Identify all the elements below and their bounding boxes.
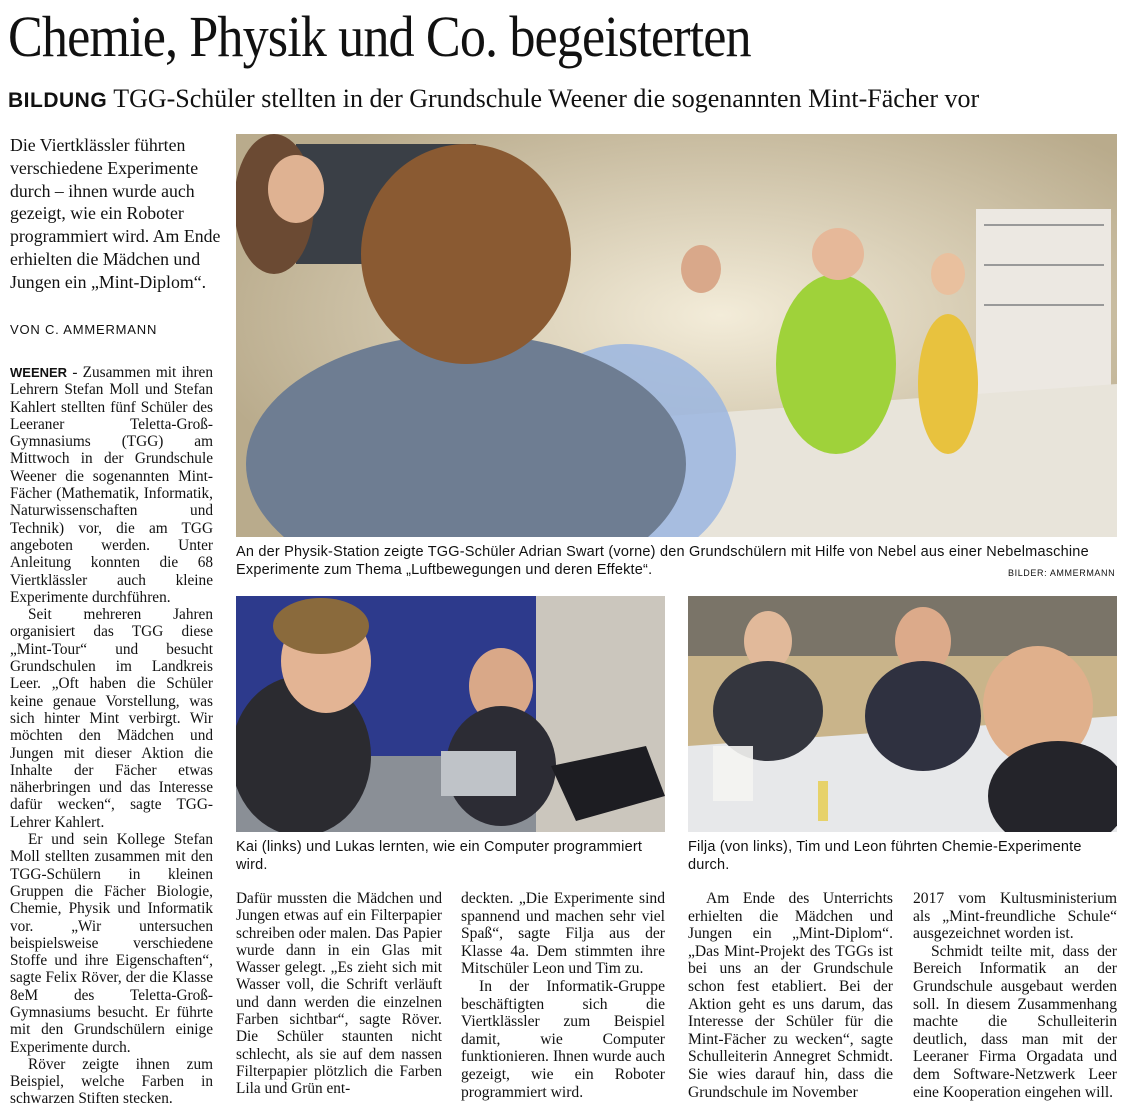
article-column-4 — [688, 890, 893, 1101]
paragraph-text: - Zusammen mit ihren Lehrern Stefan Moll und Stefan Kahlert stellten fünf Schüler des Leeraner Teletta-Groß-Gymnasiums (TGG) am Mittwoch in der Grundschule Weener die sogenannten Mint-Fächer (Mathematik, Informatik, Naturwissenschaften und Technik) vor, die am TGG angeboten werden. Unter Anleitung konnten die 68 Viertklässler auch kleine Experimente durchführen. — [10, 364, 213, 606]
article-column-5 — [913, 890, 1117, 1101]
paragraph — [10, 364, 213, 606]
main-photo-physics-station — [236, 134, 1117, 537]
paragraph: deckten. „Die Experimente sind spannend und machen sehr viel Spaß“, sagte Filja aus der Klasse 4a. Dem stimmten ihre Mitschüler Leon und Tim zu. — [461, 890, 665, 978]
right-photo-caption: Filja (von links), Tim und Leon führten Chemie-Experimente durch. — [688, 839, 1082, 873]
left-photo-caption: Kai (links) und Lukas lernten, wie ein Computer programmiert wird. — [236, 839, 643, 873]
paragraph: In der Informatik-Gruppe beschäftigten sich die Viertklässler zum Beispiel damit, wie Computer funktionieren. Ihnen wurde auch gezeigt, wie ein Roboter programmiert wird. — [461, 977, 665, 1101]
article-column-2 — [236, 890, 442, 1098]
paragraph: Er und sein Kollege Stefan Moll stellten zusammen mit den TGG-Schülern in kleinen Gruppen die Fächer Biologie, Chemie, Physik und Informatik vor. „Wir untersuchen beispielsweise verschiedene Stoffe und ihre Eigenschaften“, sagte Felix Röver, der die Klasse 8eM des Teletta-Groß-Gymnasiums besucht. Er führte mit den Grundschülern einige Experimente durch. — [10, 831, 213, 1056]
article-column-1 — [10, 364, 213, 1108]
photo-credit: BILDER: AMMERMANN — [1008, 568, 1116, 578]
article-column-3 — [461, 890, 665, 1101]
paragraph: Röver zeigte ihnen zum Beispiel, welche Farben in schwarzen Stiften stecken. — [10, 1055, 213, 1108]
photo-chemistry-experiments — [688, 596, 1117, 832]
main-photo-caption: An der Physik-Station zeigte TGG-Schüler Adrian Swart (vorne) den Grundschülern mit Hilfe von Nebel aus einer Nebelmaschine Experimente zum Thema „Luftbewegungen und deren Effekte“. — [236, 544, 1089, 578]
photo-robot-programming — [236, 596, 665, 832]
intro-text: Die Viertklässler führten verschiedene Experimente durch – ihnen wurde auch gezeigt, wie ein Roboter programmiert wird. Am Ende erhielten die Mädchen und Jungen ein „Mint-Diplom“. — [10, 135, 221, 292]
subhead-text: TGG-Schüler stellten in der Grundschule Weener die sogenannten Mint-Fächer vor — [113, 84, 980, 113]
byline: VON C. AMMERMANN — [10, 322, 158, 337]
dateline: WEENER — [10, 365, 68, 380]
headline: Chemie, Physik und Co. begeisterten — [8, 4, 751, 69]
paragraph: Seit mehreren Jahren organisiert das TGG diese „Mint-Tour“ und besucht Grundschulen im Landkreis Leer. „Oft haben die Schüler keine genaue Vorstellung, was sich hinter Mint verbirgt. Wir möchten den Mädchen und Jungen mit dieser Aktion die Inhalte der Fächer etwas näherbringen und das Interesse dafür wecken“, sagte TGG-Lehrer Kahlert. — [10, 606, 213, 831]
subheadline — [8, 84, 979, 116]
paragraph: Am Ende des Unterrichts erhielten die Mädchen und Jungen ein „Mint-Diplom“. „Das Mint-Projekt des TGGs ist bei uns an der Grundschule schon fest etabliert. Bei der Aktion geht es uns darum, das Interesse der Schüler für die Mint-Fächer zu wecken“, sagte Schulleiterin Annegret Schmidt. Sie wies darauf hin, dass die Grundschule im November — [688, 890, 893, 1101]
paragraph: Schmidt teilte mit, dass der Bereich Informatik an der Grundschule ausgebaut werden soll. In diesem Zusammenhang machte die Schulleiterin deutlich, dass man mit der Leeraner Firma Orgadata und dem Software-Netzwerk Leer eine Kooperation eingehen will. — [913, 942, 1117, 1101]
paragraph: 2017 vom Kultusministerium als „Mint-freundliche Schule“ ausgezeichnet worden ist. — [913, 890, 1117, 943]
paragraph: Dafür mussten die Mädchen und Jungen etwas auf ein Filterpapier schreiben oder malen. Das Papier wurde dann in ein Glas mit Wasser gelegt. „Es zieht sich mit Wasser voll, die Schrift verläuft und dann werden die einzelnen Farben sichtbar“, sagte Röver. Die Schüler staunten nicht schlecht, als sie auf dem nassen Filterpapier plötzlich die Farben Lila und Grün ent- — [236, 890, 442, 1098]
section-kicker: BILDUNG — [8, 89, 108, 112]
